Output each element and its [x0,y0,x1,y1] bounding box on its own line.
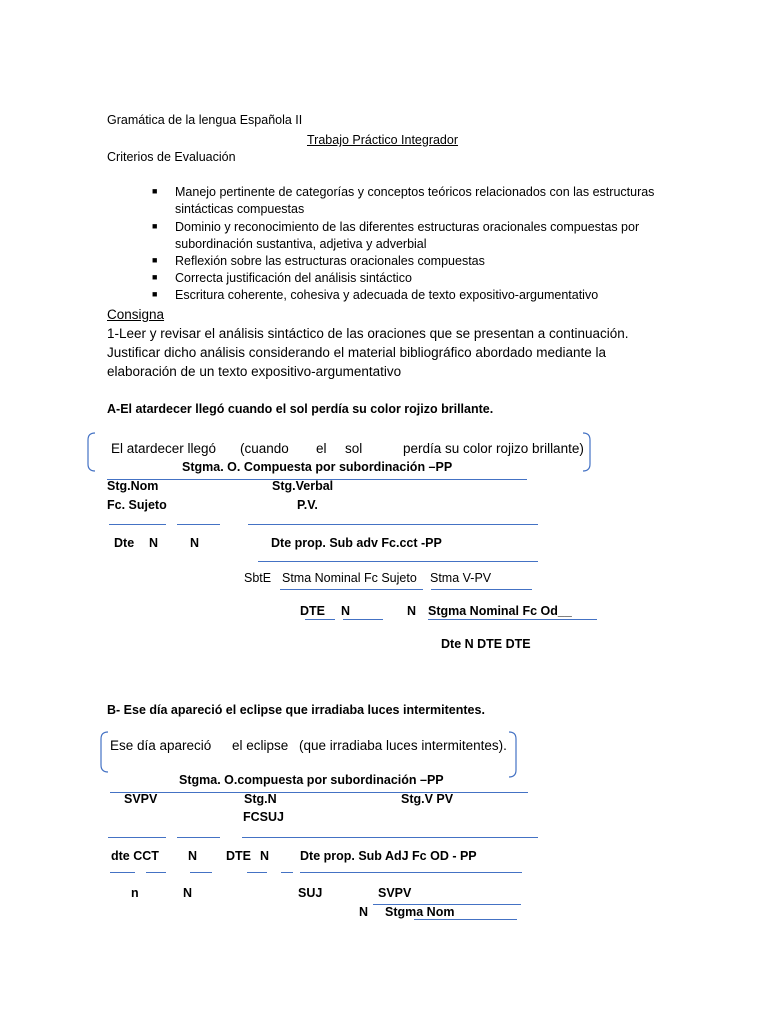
sentence-a-segment: el [316,441,327,456]
sentence-a-heading: A-El atardecer llegó cuando el sol perdía su color rojizo brillante. [107,402,494,416]
analysis-label: P.V. [297,498,318,512]
course-name: Gramática de la lengua Española II [107,113,303,127]
criteria-item: Manejo pertinente de categorías y conceptos teóricos relacionados con las estructuras [175,185,655,199]
tree-line [414,919,517,920]
analysis-label: Stma V-PV [430,571,492,585]
tree-line [300,872,522,873]
consigna-line: elaboración de un texto expositivo-argumentativo [107,364,402,379]
analysis-label: N [341,604,351,618]
tree-line [146,872,166,873]
bullet-icon: ■ [152,272,158,282]
analysis-label: N [260,849,270,863]
tree-line [110,792,528,793]
analysis-label: Dte N DTE DTE [441,637,531,651]
analysis-label: DTE [226,849,251,863]
analysis-label: N [183,886,193,900]
tree-line [343,619,383,620]
tree-line [177,524,220,525]
tree-line [258,561,538,562]
tree-line [280,589,423,590]
sentence-a-segment: (cuando [240,441,289,456]
left-bracket-icon [100,731,110,773]
analysis-label: Dte [114,536,135,550]
tree-line [108,837,166,838]
consigna-line: 1-Leer y revisar el análisis sintáctico de las oraciones que se presentan a continuación. [107,326,629,341]
sentence-a-segment: sol [345,441,363,456]
analysis-label: Stma Nominal Fc Sujeto [282,571,417,585]
analysis-label: DTE [300,604,325,618]
analysis-label: SUJ [298,886,323,900]
document-title: Trabajo Práctico Integrador [307,133,459,147]
consigna-line: Justificar dicho análisis considerando el material bibliográfico abordado mediante la [107,345,607,360]
bullet-icon: ■ [152,186,158,196]
analysis-label: n [131,886,139,900]
analysis-label: Stgma Nom [385,905,455,919]
sentence-a-root-label: Stgma. O. Compuesta por subordinación –PP [182,460,453,474]
sentence-b-segment: el eclipse [232,738,289,753]
analysis-label: N [407,604,417,618]
sentence-b-heading: B- Ese día apareció el eclipse que irradiaba luces intermitentes. [107,703,485,717]
analysis-label: N [149,536,159,550]
analysis-label: Stg.Nom [107,479,159,493]
criteria-item-continued: sintácticas compuestas [175,202,305,216]
tree-line [177,837,220,838]
analysis-label: N [359,905,369,919]
tree-line [248,524,538,525]
analysis-label: FCSUJ [243,810,284,824]
sentence-a-segment: perdía su color rojizo brillante) [403,441,584,456]
sentence-a-segment: El atardecer llegó [111,441,217,456]
analysis-label: N [188,849,198,863]
analysis-label: SVPV [378,886,412,900]
right-bracket-icon [508,731,518,778]
sentence-b-segment: Ese día apareció [110,738,212,753]
tree-line [190,872,212,873]
analysis-label: SbtE [244,571,272,585]
bullet-icon: ■ [152,289,158,299]
criteria-item: Escritura coherente, cohesiva y adecuada de texto expositivo-argumentativo [175,288,599,302]
criteria-item-continued: subordinación sustantiva, adjetiva y adverbial [175,237,427,251]
analysis-label: Dte prop. Sub AdJ Fc OD - PP [300,849,477,863]
analysis-label: Dte prop. Sub adv Fc.cct -PP [271,536,442,550]
criteria-item: Dominio y reconocimiento de las diferentes estructuras oracionales compuestas por [175,220,640,234]
sentence-b-root-label: Stgma. O.compuesta por subordinación –PP [179,773,444,787]
analysis-label: Stg.Verbal [272,479,334,493]
consigna-label: Consigna [107,307,165,322]
tree-line [431,589,532,590]
tree-line [305,619,335,620]
tree-line [281,872,293,873]
bullet-icon: ■ [152,255,158,265]
analysis-label: SVPV [124,792,158,806]
tree-line [242,837,538,838]
analysis-label: N [190,536,200,550]
tree-line [428,619,597,620]
analysis-label: dte CCT [111,849,159,863]
analysis-label: Stgma Nominal Fc Od__ [428,604,572,618]
analysis-label: Stg.V PV [401,792,454,806]
sentence-b-segment: (que irradiaba luces intermitentes). [299,738,507,753]
criteria-item: Correcta justificación del análisis sintáctico [175,271,412,285]
analysis-label: Stg.N [244,792,277,806]
tree-line [109,524,166,525]
left-bracket-icon [87,432,97,472]
criteria-item: Reflexión sobre las estructuras oracionales compuestas [175,254,485,268]
tree-line [110,872,135,873]
tree-line [247,872,267,873]
analysis-label: Fc. Sujeto [107,498,167,512]
bullet-icon: ■ [152,221,158,231]
criteria-label: Criterios de Evaluación [107,150,236,164]
